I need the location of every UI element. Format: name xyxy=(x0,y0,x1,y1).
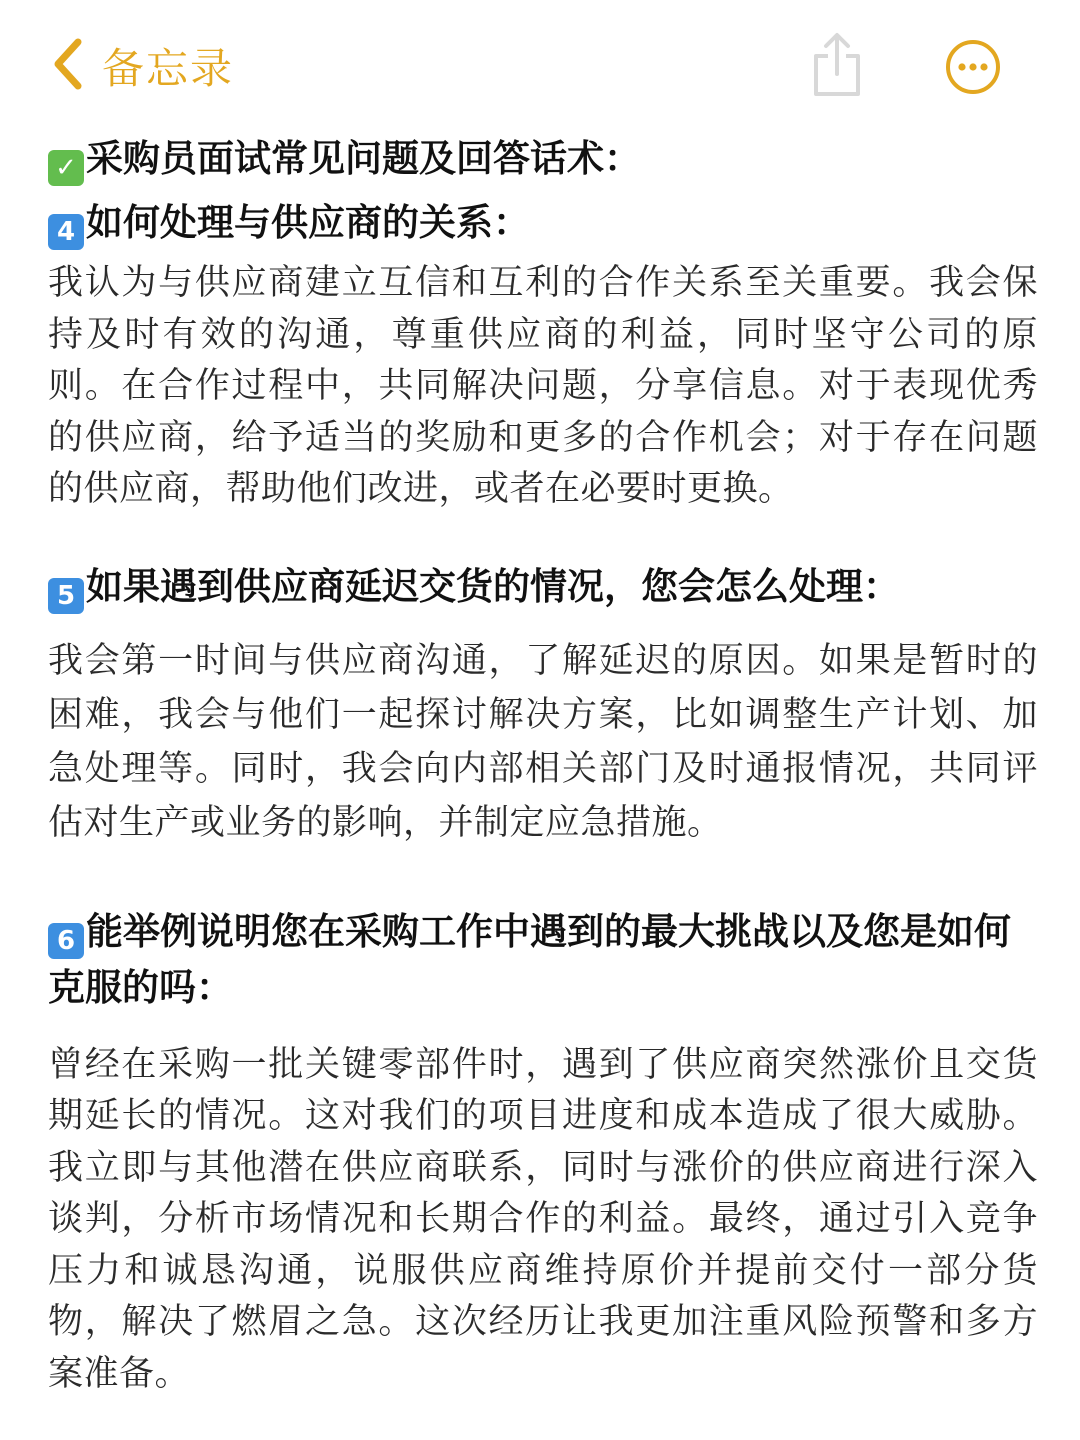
keycap-4-icon: 4 xyxy=(48,214,84,250)
answer-5-paragraph: 我会第一时间与供应商沟通，了解延迟的原因。如果是暂时的困难，我会与他们一起探讨解决方案，比如调整生产计划、加急处理等。同时，我会向内部相关部门及时通报情况，共同评估对生产或业务的影响，并制定应急措施。 xyxy=(48,640,1038,843)
check-mark-icon: ✓ xyxy=(48,150,84,186)
answer-6-paragraph: 曾经在采购一批关键零部件时，遇到了供应商突然涨价且交货期延长的情况。这对我们的项目进度和成本造成了很大威胁。我立即与其他潜在供应商联系，同时与涨价的供应商进行深入谈判，分析市场情况和长期合作的利益。最终，通过引入竞争压力和诚恳沟通，说服供应商维持原价并提前交付一部分货物，解决了燃眉之急。这次经历让我更加注重风险预警和多方案准备。 xyxy=(48,1044,1038,1394)
keycap-5-icon: 5 xyxy=(48,578,84,614)
question-5-heading xyxy=(48,558,1038,616)
back-button[interactable] xyxy=(48,36,234,96)
back-button-label: 备忘录 xyxy=(102,44,235,93)
more-options-button[interactable] xyxy=(944,38,1002,96)
question-6-heading xyxy=(48,904,1038,1016)
note-title xyxy=(48,130,1038,188)
question-4-text: 如何处理与供应商的关系： xyxy=(86,201,530,244)
question-5-text: 如果遇到供应商延迟交货的情况，您会怎么处理： xyxy=(86,564,900,608)
question-4-heading xyxy=(48,194,1038,252)
answer-4-paragraph: 我认为与供应商建立互信和互利的合作关系至关重要。我会保持及时有效的沟通，尊重供应商的利益，同时坚守公司的原则。在合作过程中，共同解决问题，分享信息。对于表现优秀的供应商，给予适当的奖励和更多的合作机会；对于存在问题的供应商，帮助他们改进，或者在必要时更换。 xyxy=(48,263,1038,509)
question-6-text: 能举例说明您在采购工作中遇到的最大挑战以及您是如何克服的吗： xyxy=(48,909,1011,1009)
navigation-bar xyxy=(0,0,1080,130)
ellipsis-circle-icon xyxy=(944,38,1002,96)
note-body[interactable] xyxy=(48,130,1038,1400)
chevron-left-icon xyxy=(48,36,88,96)
keycap-6-icon: 6 xyxy=(48,923,84,959)
share-icon xyxy=(808,30,866,100)
share-button[interactable] xyxy=(808,30,866,100)
note-title-text: 采购员面试常见问题及回答话术： xyxy=(86,137,641,180)
